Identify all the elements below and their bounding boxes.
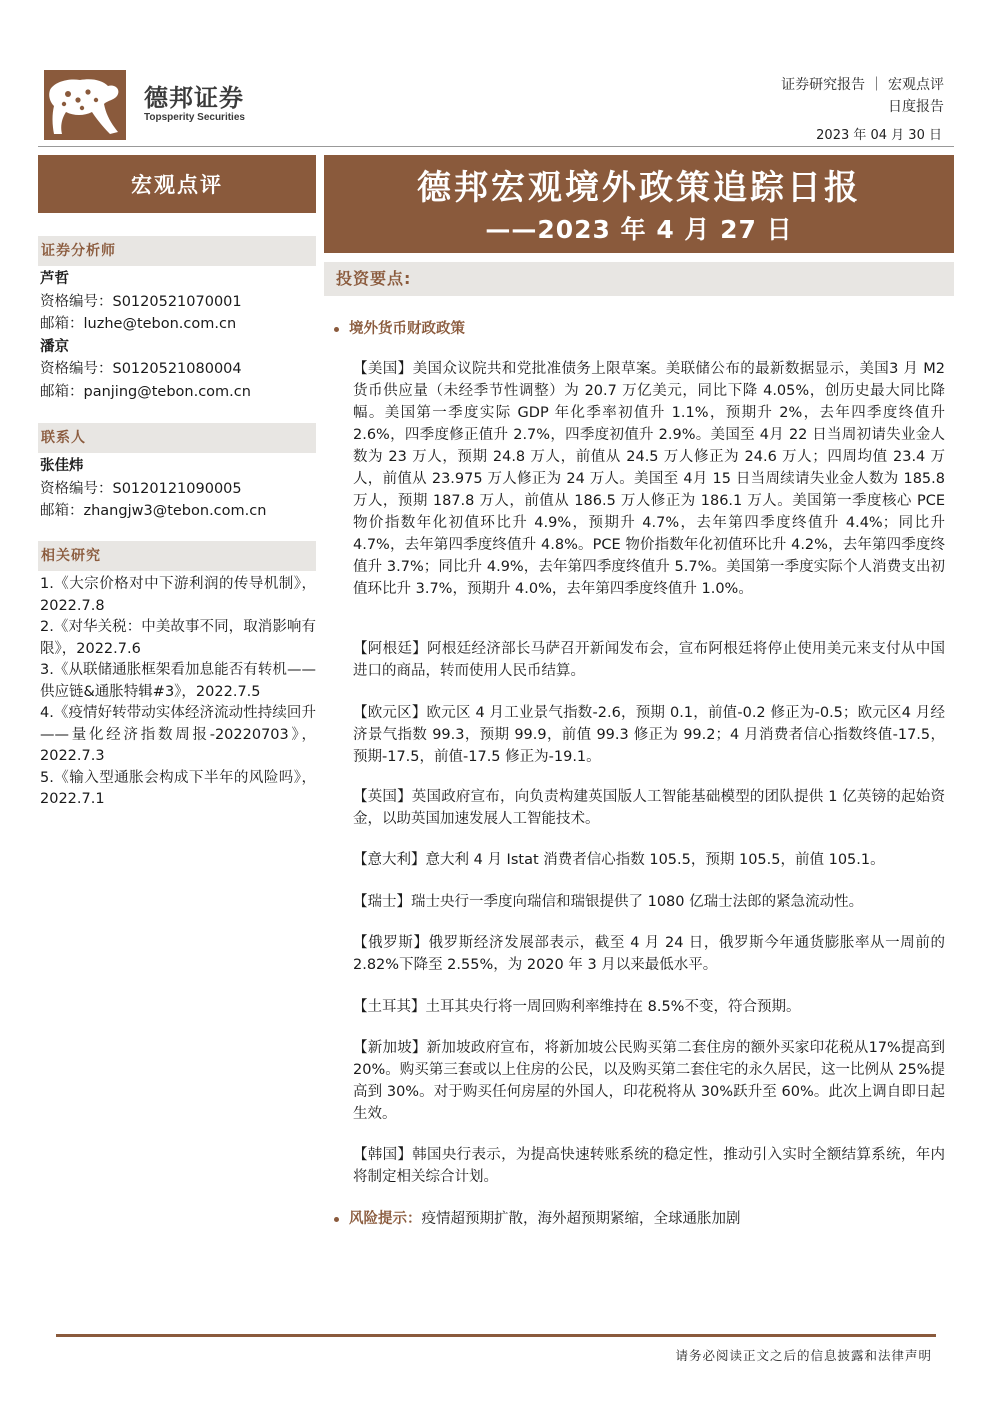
paragraph-switzerland: 【瑞士】瑞士央行一季度向瑞信和瑞银提供了 1080 亿瑞士法郎的紧急流动性。 (353, 894, 864, 910)
paragraph-italy: 【意大利】意大利 4 月 Istat 消费者信心指数 105.5，预期 105.5，前值 105.1。 (353, 852, 885, 868)
report-meta (781, 74, 944, 118)
analyst-email[interactable]: 邮箱：luzhe@tebon.com.cn (40, 316, 237, 332)
paragraph-turkey: 【土耳其】土耳其央行将一周回购利率维持在 8.5%不变，符合预期。 (353, 999, 801, 1015)
analyst-name: 芦哲 (40, 271, 69, 287)
risk-text: 疫情超预期扩散，海外超预期紧缩，全球通胀加剧 (421, 1211, 741, 1227)
paragraph-us: 【美国】美国众议院共和党批准债务上限草案。美联储公布的最新数据显示，美国3 月 M2 货币供应量（未经季节性调整）为 20.7 万亿美元，同比下降 4.05%，创历史最大同比降幅。美国第一季度实际 GDP 年化季率初值升 1.1%，预期升 2%，去年四季度终值升 2.6%，四季度修正值升 2.7%，四季度初值升 2.9%。美国至 4月 22 日当周初请失业金人数为 23 万人，预期 24.8 万人，前值从 24.5 万人修正为 24.6 万人；四周均值 23.4 万人，前值从 23.975 万人修正为 24 万人。美国至 4月 15 日当周续请失业金人数为 185.8 万人，预期 187.8 万人，前值从 186.5 万人修正为 186.1 万人。美国第一季度核心 PCE 物价指数年化初值环比升 4.9%，预期升 4.7%，去年第四季度终值升 4.4%；同比升 4.7%，去年第四季度终值升 4.8%。PCE 物价指数年化初值环比升 4.2%，去年第四季度终值升 3.7%；同比升 4.9%，去年第四季度终值升 5.7%。美国第一季度实际个人消费支出初值环比升 3.7%，预期升 4.0%，去年第四季度终值升 1.0%。 (353, 361, 945, 597)
tebon-logo-icon (44, 70, 126, 140)
brand (144, 84, 245, 124)
footer-disclaimer[interactable]: 请务必阅读正文之后的信息披露和法律声明 (675, 1348, 932, 1363)
report-subtitle: ——2023 年 4 月 27 日 (485, 215, 793, 244)
brand-name-en: Topsperity Securities (144, 112, 245, 123)
report-frequency: 日度报告 (888, 99, 944, 115)
contact-email[interactable]: 邮箱：zhangjw3@tebon.com.cn (40, 503, 267, 519)
report-title: 德邦宏观境外政策追踪日报 (417, 168, 861, 208)
analyst-cert: 资格编号：S0120521080004 (40, 361, 242, 377)
research-item[interactable]: 5.《输入型通胀会构成下半年的风险吗》，2022.7.1 (40, 769, 316, 807)
report-type: 证券研究报告 ｜ 宏观点评 (781, 77, 944, 93)
analyst-name: 潘京 (40, 338, 69, 355)
research-item[interactable]: 3.《从联储通胀框架看加息能否有转机——供应链&通胀特辑#3》，2022.7.5 (40, 662, 316, 700)
research-item[interactable]: 2.《对华关税：中美故事不同，取消影响有限》，2022.7.6 (40, 619, 316, 657)
section-title: 境外货币财政政策 (349, 321, 465, 337)
contact-name: 张佳炜 (40, 458, 84, 474)
footer-divider (56, 1334, 936, 1337)
analyst-list (40, 268, 316, 403)
research-item[interactable]: 4.《疫情好转带动实体经济流动性持续回升——量化经济指数周报-20220703》，2022.7.3 (40, 705, 316, 764)
section-heading (334, 317, 465, 338)
research-item[interactable]: 1.《大宗价格对中下游利润的传导机制》，2022.7.8 (40, 576, 316, 614)
brand-name-cn: 德邦证券 (144, 84, 244, 112)
analyst-cert: 资格编号：S0120521070001 (40, 293, 242, 310)
bullet-icon (334, 1217, 339, 1222)
header-divider (38, 146, 954, 147)
paragraph-singapore: 【新加坡】新加坡政府宣布，将新加坡公民购买第二套住房的额外买家印花税从17%提高到 20%。购买第三套或以上住房的公民，以及购买第二套住宅的永久居民，这一比例从 25%提高到 30%。对于购买任何房屋的外国人，印花税将从 30%跃升至 60%。此次上调自即日起生效。 (353, 1040, 945, 1122)
analyst-heading: 证券分析师 (38, 236, 316, 266)
title-banner (324, 155, 954, 253)
paragraph-eurozone: 【欧元区】欧元区 4 月工业景气指数-2.6，预期 0.1，前值-0.2 修正为-0.5；欧元区4 月经济景气指数 99.3，预期 99.9，前值 99.3 修正为 99.2；4 月消费者信心指数终值-17.5，预期-17.5，前值-17.5 修正为-19.1。 (353, 705, 945, 765)
paragraph-uk: 【英国】英国政府宣布，向负责构建英国版人工智能基础模型的团队提供 1 亿英镑的起始资金，以助英国加速发展人工智能技术。 (353, 789, 945, 827)
paragraph-russia: 【俄罗斯】俄罗斯经济发展部表示，截至 4 月 24 日，俄罗斯今年通货膨胀率从一周前的 2.82%下降至 2.55%，为 2020 年 3 月以来最低水平。 (353, 935, 945, 973)
risk-note (334, 1208, 741, 1230)
paragraph-korea: 【韩国】韩国央行表示，为提高快速转账系统的稳定性，推动引入实时全额结算系统，年内将制定相关综合计划。 (353, 1147, 945, 1185)
risk-label: 风险提示： (349, 1211, 422, 1227)
research-list (40, 574, 316, 811)
paragraph-argentina: 【阿根廷】阿根廷经济部长马萨召开新闻发布会，宣布阿根廷将停止使用美元来支付从中国进口的商品，转而使用人民币结算。 (353, 641, 945, 679)
contact-cert: 资格编号：S0120121090005 (40, 480, 242, 497)
key-points-heading: 投资要点: (324, 262, 954, 296)
sidebar-banner: 宏观点评 (38, 155, 316, 213)
contact-info (40, 455, 316, 523)
research-heading: 相关研究 (38, 541, 316, 571)
analyst-email[interactable]: 邮箱：panjing@tebon.com.cn (40, 383, 251, 400)
report-date: 2023 年 04 月 30 日 (816, 128, 942, 143)
bullet-icon (334, 327, 339, 332)
contact-heading: 联系人 (38, 423, 316, 453)
